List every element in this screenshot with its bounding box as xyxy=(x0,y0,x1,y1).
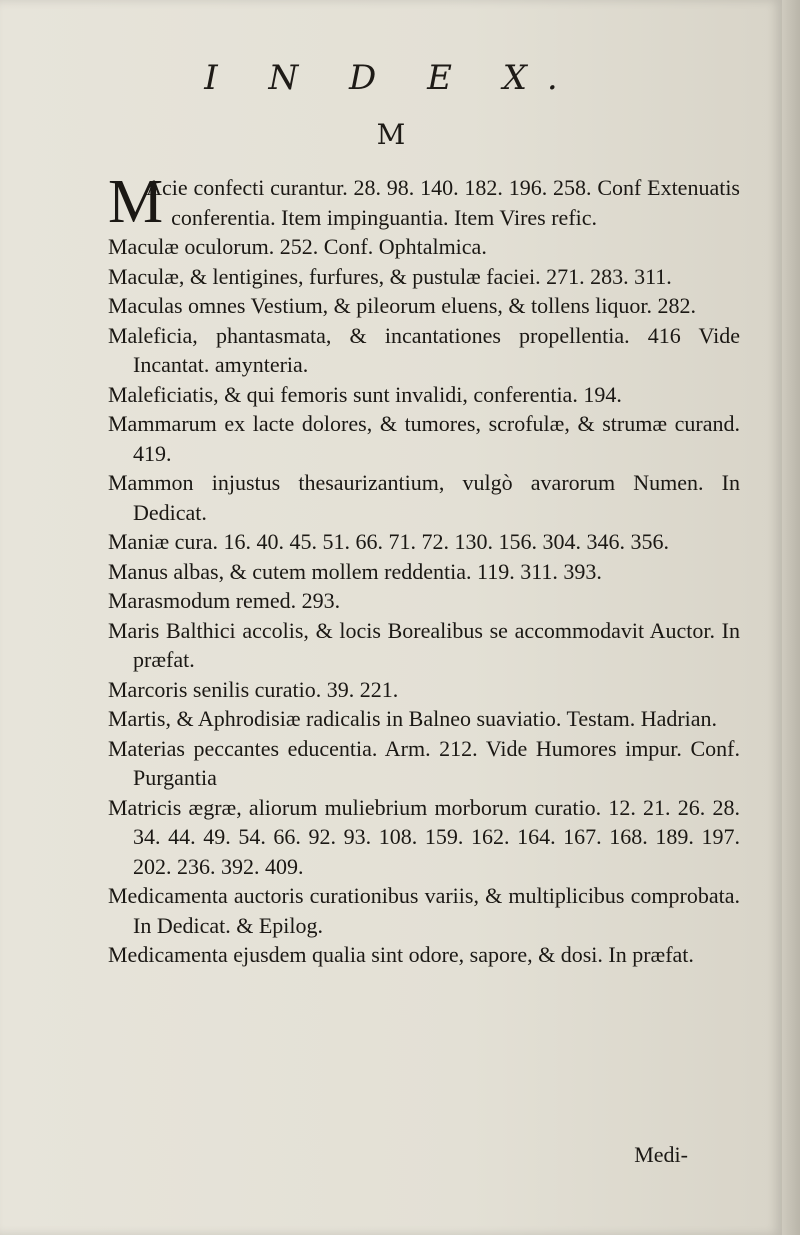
index-entry-text: Medicamenta auctoris curationibus variis, & multiplicibus comprobata. In Dedicat. & Epilog. xyxy=(108,883,740,938)
catchword: Medi- xyxy=(634,1142,688,1167)
index-entry-text: Maculæ oculorum. 252. Conf. Ophtalmica. xyxy=(108,234,487,259)
index-entry-text: Maculas omnes Vestium, & pileorum eluens, & tollens liquor. 282. xyxy=(108,293,697,318)
index-entry xyxy=(108,380,740,410)
index-entry-text: Mammarum ex lacte dolores, & tumores, scrofulæ, & strumæ curand. 419. xyxy=(108,411,740,466)
index-entry xyxy=(108,704,740,734)
index-entry-text: Maniæ cura. 16. 40. 45. 51. 66. 71. 72. 130. 156. 304. 346. 356. xyxy=(108,529,669,554)
index-entry xyxy=(108,232,740,262)
index-entry-text: Medicamenta ejusdem qualia sint odore, sapore, & dosi. In præfat. xyxy=(108,942,694,967)
page-edge xyxy=(782,0,800,1235)
index-entry-text: Marcoris senilis curatio. 39. 221. xyxy=(108,676,399,702)
index-entry xyxy=(108,881,740,940)
index-entry-text: Maris Balthici accolis, & locis Borealibus se accommodavit Auctor. In præfat. xyxy=(108,617,740,672)
index-entry-text: Marasmodum remed. 293. xyxy=(108,588,341,613)
index-entry-text: Matricis ægræ, aliorum muliebrium morborum curatio. 12. 21. 26. 28. 34. 44. 49. 54. 66. 92. 93. 108. 159. 162. 164. 167. 168. 189. 197. 202. 236. 392. 409. xyxy=(108,794,740,879)
index-entry xyxy=(108,675,740,705)
index-entry-text: Acie confecti curantur. 28. 98. 140. 182. 196. 258. Conf Extenuatis conferentia. Item impinguantia. Item Vires refic. xyxy=(146,175,740,230)
index-entry xyxy=(108,586,740,616)
drop-cap: M xyxy=(108,168,164,236)
page-title: I N D E X. xyxy=(204,58,578,98)
index-entry xyxy=(108,168,740,236)
index-entry xyxy=(108,321,740,380)
index-entry xyxy=(108,527,740,557)
index-entry xyxy=(108,262,740,292)
index-entry xyxy=(108,409,740,468)
index-entry xyxy=(108,616,740,675)
index-entry-text: Manus albas, & cutem mollem reddentia. 119. 311. 393. xyxy=(108,558,602,584)
index-entry xyxy=(108,793,740,882)
section-letter: M xyxy=(376,118,406,151)
index-entry-text: Maleficia, phantasmata, & incantationes propellentia. 416 Vide Incantat. amynteria. xyxy=(108,322,740,377)
index-entry xyxy=(108,734,740,793)
index-entry-text: Martis, & Aphrodisiæ radicalis in Balneo suaviatio. Testam. Hadrian. xyxy=(108,706,718,731)
index-entry xyxy=(108,557,740,587)
index-entry xyxy=(108,291,740,321)
index-entry-text: Maleficiatis, & qui femoris sunt invalidi, conferentia. 194. xyxy=(108,381,622,407)
index-entries xyxy=(108,168,740,970)
index-entry-text: Mammon injustus thesaurizantium, vulgò avarorum Numen. In Dedicat. xyxy=(108,470,740,525)
index-entry xyxy=(108,940,740,970)
index-entry xyxy=(108,468,740,527)
index-entry-text: Maculæ, & lentigines, furfures, & pustulæ faciei. 271. 283. 311. xyxy=(108,263,672,289)
index-entry-text: Materias peccantes educentia. Arm. 212. Vide Humores impur. Conf. Purgantia xyxy=(108,735,740,790)
